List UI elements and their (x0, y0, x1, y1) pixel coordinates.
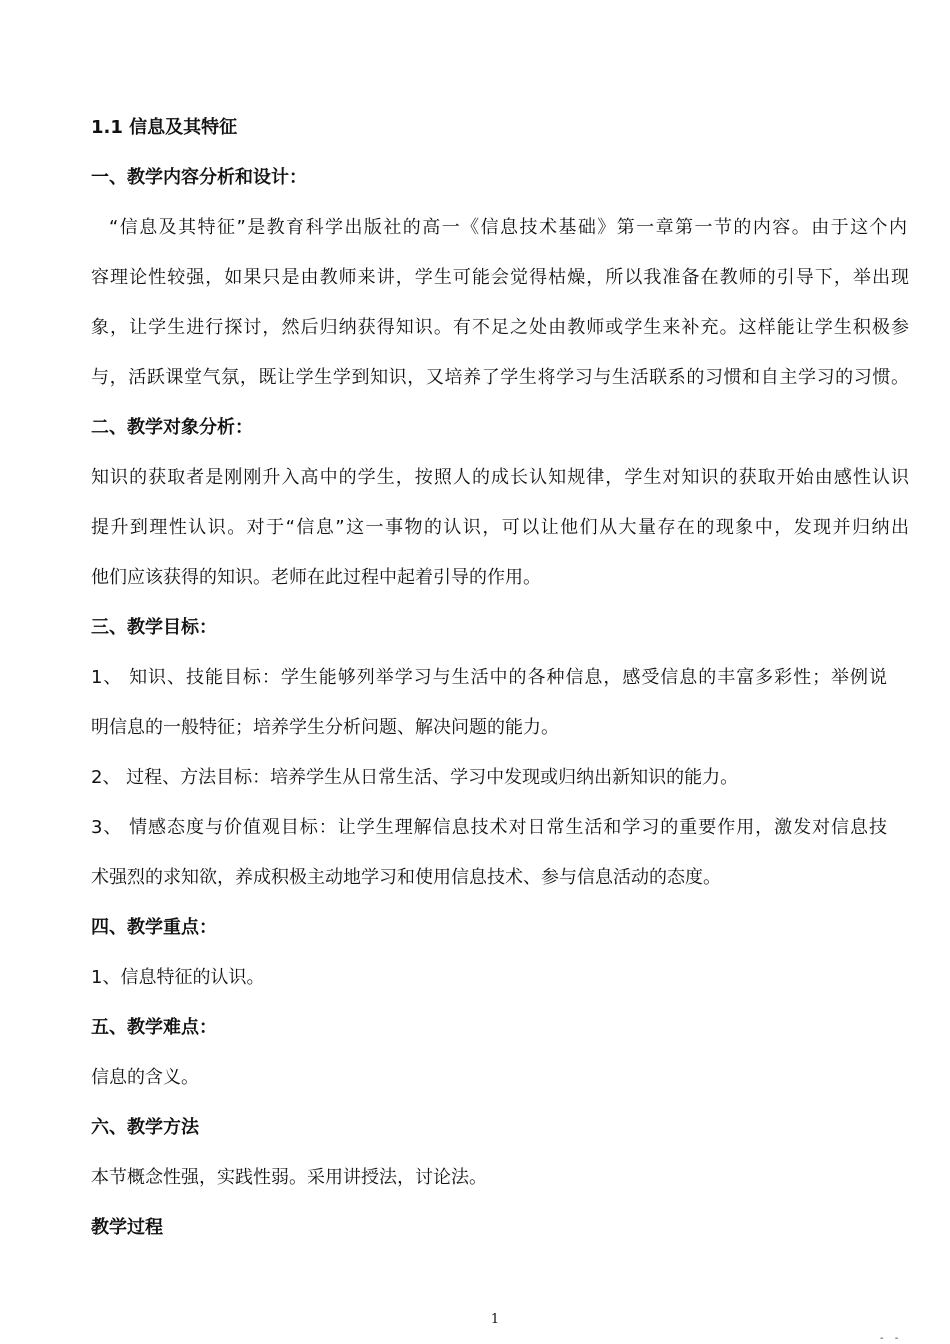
paragraph-line: 1、信息特征的认识。 (91, 967, 265, 988)
section-heading-difficulties: 五、教学难点： (91, 1017, 217, 1038)
paragraph-line: 与，活跃课堂气氛，既让学生学到知识，又培养了学生将学习与生活联系的习惯和自主学习的习惯。 (91, 367, 909, 388)
paragraph-line: 本节概念性强，实践性弱。采用讲授法，讨论法。 (91, 1167, 487, 1188)
objective-line: 2、 过程、方法目标：培养学生从日常生活、学习中发现或归纳出新知识的能力。 (91, 767, 739, 788)
paragraph-line: 容理论性较强，如果只是由教师来讲，学生可能会觉得枯燥，所以我准备在教师的引导下，举出现 (91, 267, 909, 288)
objective-line: 明信息的一般特征；培养学生分析问题、解决问题的能力。 (91, 717, 559, 738)
objective-line: 术强烈的求知欲，养成积极主动地学习和使用信息技术、参与信息活动的态度。 (91, 867, 721, 888)
section-heading-audience-analysis: 二、教学对象分析： (91, 417, 253, 438)
objective-line: 3、 情感态度与价值观目标：让学生理解信息技术对日常生活和学习的重要作用，激发对信息技 (91, 817, 887, 838)
section-heading-content-analysis: 一、教学内容分析和设计： (91, 167, 307, 188)
objective-line: 1、 知识、技能目标：学生能够列举学习与生活中的各种信息，感受信息的丰富多彩性；举例说 (91, 667, 887, 688)
section-heading-methods: 六、教学方法 (91, 1117, 199, 1138)
page-number: 1 (490, 1312, 500, 1327)
section-heading-teaching-process: 教学过程 (91, 1217, 163, 1238)
section-heading-key-points: 四、教学重点： (91, 917, 217, 938)
paragraph-line: “信息及其特征”是教育科学出版社的高一《信息技术基础》第一章第一节的内容。由于这个内 (109, 217, 907, 238)
section-heading-objectives: 三、教学目标： (91, 617, 217, 638)
corner-mark: - - (880, 1333, 903, 1344)
document-title: 1.1 信息及其特征 (91, 117, 238, 138)
paragraph-line: 象，让学生进行探讨，然后归纳获得知识。有不足之处由教师或学生来补充。这样能让学生积极参 (91, 317, 909, 338)
paragraph-line: 提升到理性认识。对于“信息”这一事物的认识，可以让他们从大量存在的现象中，发现并归纳出 (91, 517, 909, 538)
paragraph-line: 信息的含义。 (91, 1067, 199, 1088)
paragraph-line: 知识的获取者是刚刚升入高中的学生，按照人的成长认知规律，学生对知识的获取开始由感性认识 (91, 467, 909, 488)
paragraph-line: 他们应该获得的知识。老师在此过程中起着引导的作用。 (91, 567, 541, 588)
